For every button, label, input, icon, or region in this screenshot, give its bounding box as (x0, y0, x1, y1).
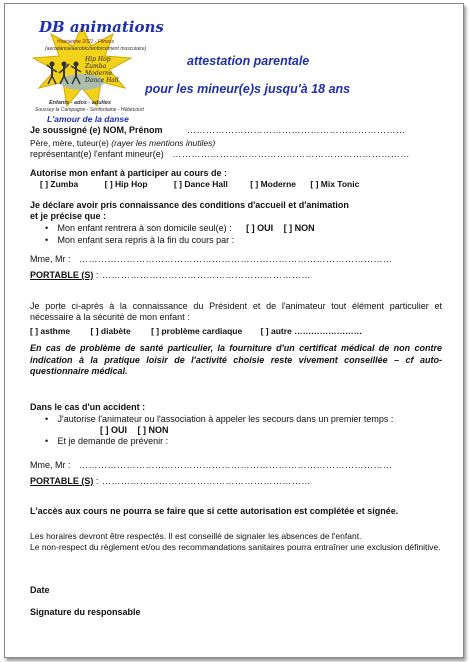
document-title: attestation parentale (187, 54, 310, 68)
contact2-portable-label: PORTABLE (S) (30, 476, 94, 486)
course-option-mixtonic[interactable]: [ ] Mix Tonic (310, 179, 360, 189)
logo-style: Hip Hop (85, 56, 111, 63)
course-option-moderne[interactable]: [ ] Moderne (250, 179, 297, 189)
accident-checkboxes (100, 425, 169, 435)
access-notice: L'accès aux cours ne pourra se faire que si cette autorisation est complétée et signée. (30, 506, 399, 516)
date-label: Date (30, 585, 50, 595)
soussigne-label: Je soussigné (e) NOM, Prénom (30, 125, 163, 135)
contact2-phone-line (30, 476, 311, 486)
document-subtitle: pour les mineur(e)s jusqu'à 18 ans (145, 82, 351, 96)
contact2-mme-label: Mme, Mr : (30, 460, 71, 470)
declare-line2: et je précise que : (30, 211, 107, 221)
seul-oui-checkbox[interactable]: [ ] OUI (246, 223, 274, 233)
contact1-name-field[interactable]: ……………………………………………………………………………………… (79, 254, 393, 264)
sante-options (30, 326, 362, 336)
signature-label: Signature du responsable (30, 607, 141, 617)
dancers-icon (45, 60, 83, 86)
soussigne-field[interactable]: …………………………………………………………… (187, 125, 406, 135)
contact2-phone-field[interactable]: : ………………………………………………………… (95, 476, 311, 486)
logo (27, 18, 164, 126)
logo-tagline: L'amour de la danse (47, 114, 129, 124)
accident-label: Dans le cas d'un accident : (30, 402, 146, 412)
rules-notice: Le non-respect du règlement et/ou des recommandations sanitaires pourra entraîner une exclusion définitive. (30, 542, 441, 552)
bullet-icon: • (45, 223, 49, 233)
document-page (4, 3, 464, 658)
logo-places: Soussey la Campagne - Sérifontaine - Hébécourt (35, 107, 144, 113)
logo-name: DB animations (39, 18, 164, 36)
sante-option-cardiaque[interactable]: [ ] problème cardiaque (151, 326, 243, 336)
contact1-phone-line (30, 270, 311, 280)
sante-option-diabete[interactable]: [ ] diabète (90, 326, 131, 336)
role-line (30, 138, 215, 148)
logo-style: Moderne (85, 70, 113, 77)
bullet-icon: • (45, 414, 49, 424)
representant-label: représentant(e) l'enfant mineur(e) (30, 149, 164, 159)
bullet-icon: • (45, 235, 49, 245)
secours-non-checkbox[interactable]: [ ] NON (137, 425, 169, 435)
accident-item1 (45, 414, 443, 425)
logo-line1: Hoenieime 2021 - Fitness (57, 39, 114, 45)
bullet-icon: • (45, 436, 49, 446)
accident-item2 (45, 436, 168, 446)
soussigne-line (30, 125, 406, 135)
sante-option-autre[interactable]: [ ] autre …………………… (260, 326, 363, 336)
logo-styles (85, 56, 119, 84)
logo-line2: (aerodance/aerobic/renforcement musculaire) (45, 46, 147, 52)
declare-item2-label: Mon enfant sera repris à la fin du cours par : (57, 235, 235, 245)
accident-item1-label: J'autorise l'animateur ou l'association à appeler les secours dans un premier temps : (57, 414, 394, 424)
logo-style: Zumba (85, 63, 107, 70)
declare-line1: Je déclare avoir pris connaissance des conditions d'accueil et d'animation (30, 200, 349, 210)
seul-non-checkbox[interactable]: [ ] NON (283, 223, 315, 233)
accident-item2-label: Et je demande de prévenir : (57, 436, 169, 446)
course-option-zumba[interactable]: [ ] Zumba (40, 179, 79, 189)
sante-notice: En cas de problème de santé particulier, la fourniture d'un certificat médical de non contre indication à la pratique loisir de l'activité choisie reste vivement conseillée – cf auto-questionnaire médical. (30, 343, 442, 376)
course-option-dancehall[interactable]: [ ] Dance Hall (173, 179, 228, 189)
schedule-notice: Les horaires devront être respectés. Il est conseillé de signaler les absences de l'enfant. (30, 531, 362, 541)
logo-style: Dance Hall (85, 77, 119, 84)
representant-line (30, 149, 410, 159)
course-option-hiphop[interactable]: [ ] Hip Hop (104, 179, 148, 189)
secours-oui-checkbox[interactable]: [ ] OUI (100, 425, 127, 435)
role-note: (rayer les mentions inutiles) (111, 138, 216, 148)
contact1-mme-label: Mme, Mr : (30, 254, 71, 264)
contact2-name-line (30, 460, 393, 470)
logo-ages: Enfants - ados - adultes (49, 100, 112, 106)
representant-field[interactable]: ………………………………………………………………… (172, 149, 410, 159)
course-options (40, 179, 359, 189)
contact1-phone-field[interactable]: : ………………………………………………………… (95, 270, 311, 280)
declare-item2 (45, 235, 234, 245)
sante-text: Je porte ci-après à la connaissance du Président et de l'animateur tout élément particulier et nécessaire à la sécurité de mon enfant : (30, 301, 442, 322)
autorise-label: Autorise mon enfant à participer au cours de : (30, 168, 228, 178)
contact1-portable-label: PORTABLE (S) (30, 270, 94, 280)
contact1-name-line (30, 254, 393, 264)
declare-item1 (45, 223, 315, 233)
declare-item1-label: Mon enfant rentrera à son domicile seul(e) : (57, 223, 232, 233)
contact2-name-field[interactable]: ……………………………………………………………………………………… (79, 460, 393, 470)
sante-option-asthme[interactable]: [ ] asthme (30, 326, 71, 336)
role-label: Père, mère, tuteur(e) (30, 138, 109, 148)
